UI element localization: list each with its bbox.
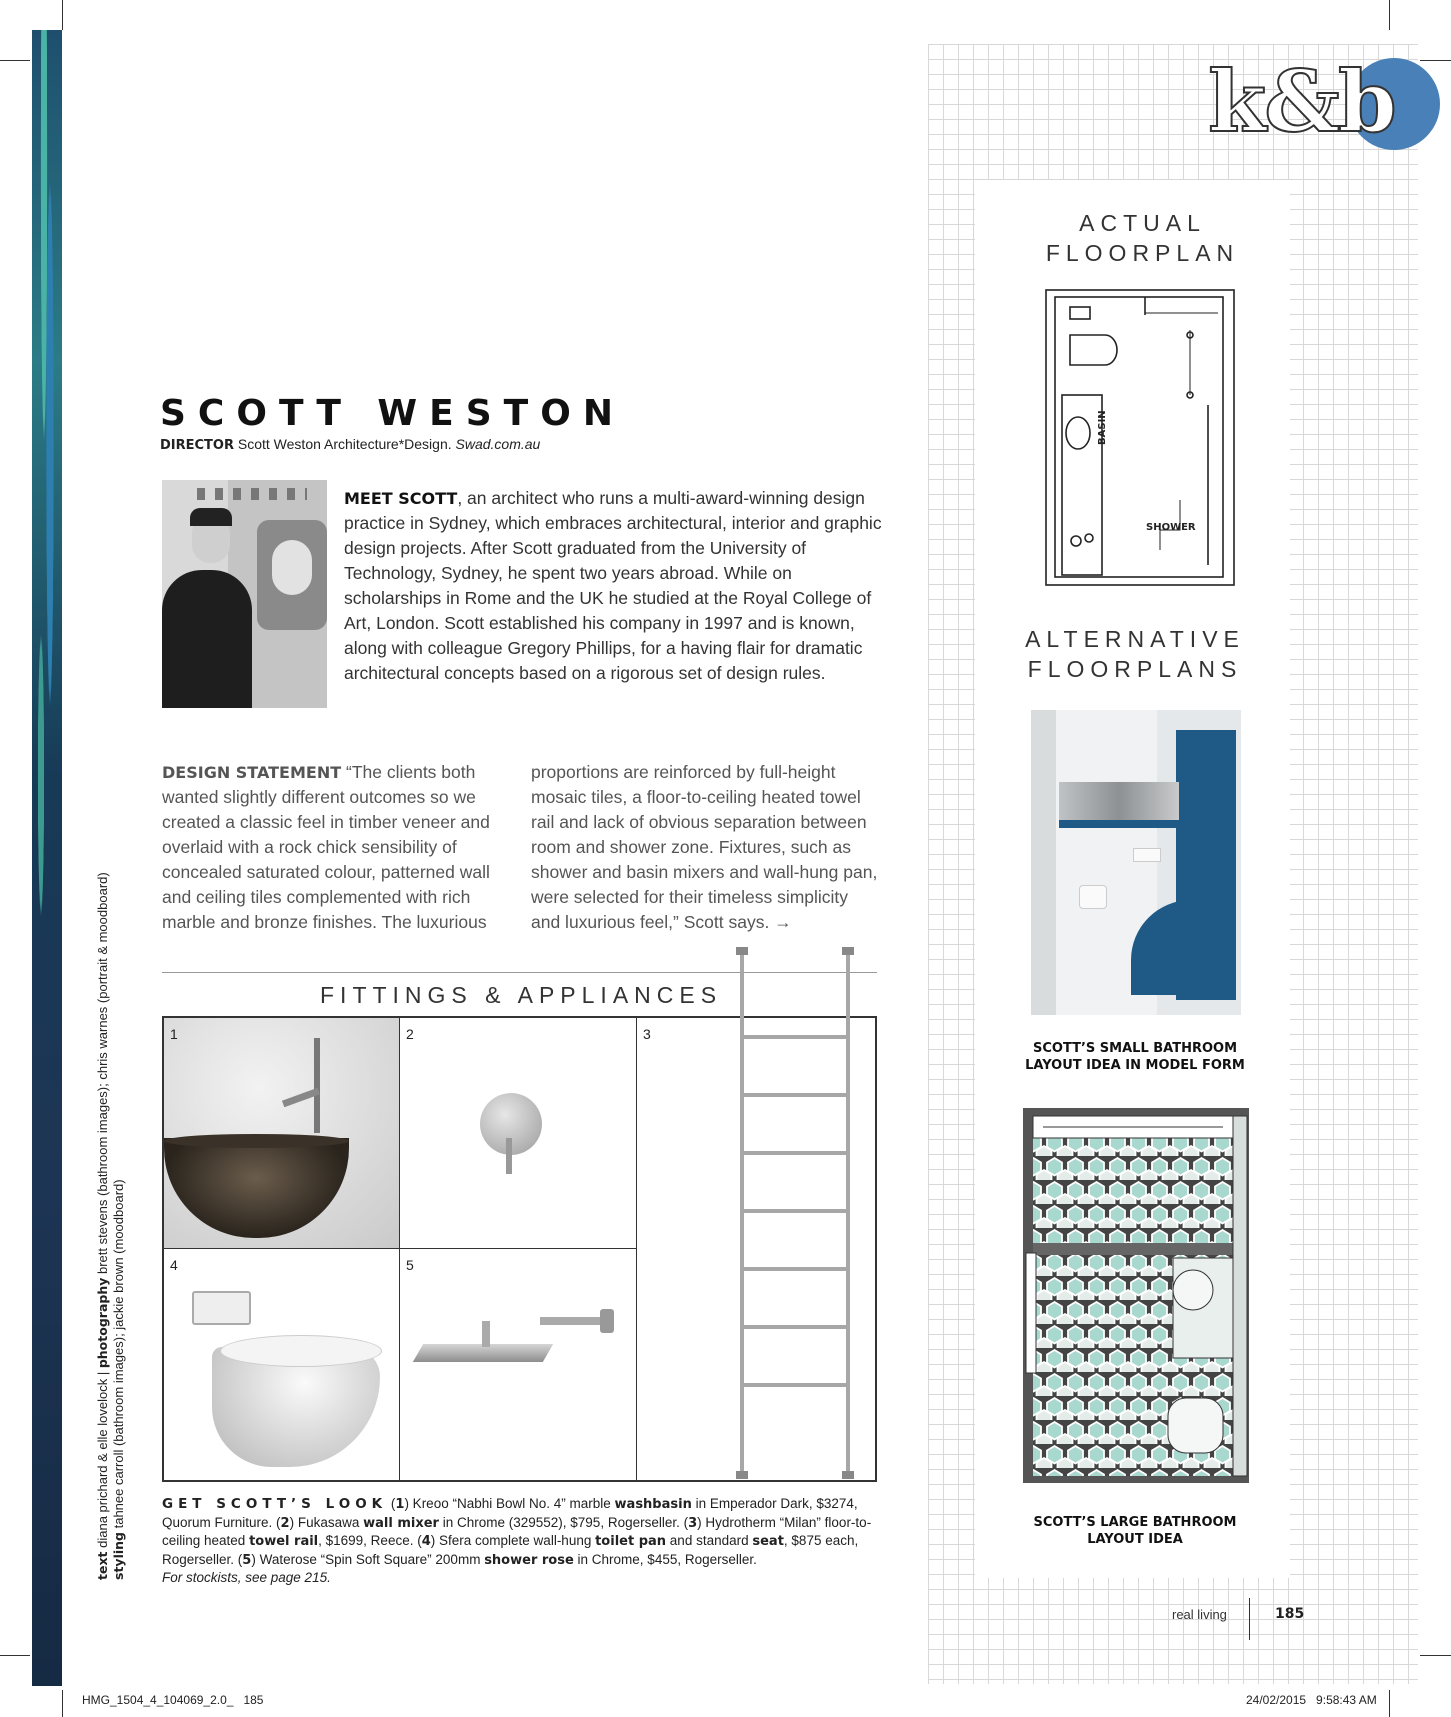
large-bathroom-caption-line2: LAYOUT IDEA [1087, 1532, 1183, 1547]
credits-styling-value: tahnee carroll (bathroom images); jackie brown (moodboard) [111, 1179, 126, 1533]
crop-mark [1389, 1690, 1390, 1717]
crop-mark [0, 60, 30, 61]
actual-floorplan-line1: ACTUAL [1079, 210, 1206, 236]
get-look-item-number: 3 [688, 1515, 698, 1531]
design-statement-text-2: proportions are reinforced by full-height mosaic tiles, a floor-to-ceiling heated towel rail and lack of obvious separation between room and shower zone. Fixtures, such as shower and basin mixers and wall-hung pan, were selected for their timeless simplicity and luxurious feel,” Scott says. → [531, 762, 878, 932]
product-number: 1 [170, 1026, 178, 1042]
get-look-label: GET SCOTT’S LOOK [162, 1496, 388, 1512]
layout-divider [1033, 1243, 1233, 1255]
get-look-product: toilet pan [595, 1534, 667, 1550]
get-look-item-number: 2 [280, 1515, 290, 1531]
small-bathroom-model-photo [1031, 710, 1241, 1015]
print-timestamp: 24/02/2015 9:58:43 AM [1246, 1693, 1377, 1707]
get-look-text: in Chrome (329552), $795, Rogerseller. ( [438, 1514, 689, 1530]
get-look-product: washbasin [614, 1497, 692, 1512]
get-scotts-look: GET SCOTT’S LOOK (1) Kreoo “Nabhi Bowl No. 4” marble washbasin in Emperador Dark, $3274, Quorum Furniture. (2) Fukasawa wall mixer in Chrome (329552), $795, Rogerseller. (3) Hydrotherm “Milan” floor-to-ceiling heated towel rail, $1699, Reece. (4) Sfera complete wall-hung toilet pan and standard seat, $875 each, Rogerseller. (5) Waterose “Spin Soft Square” 200mm shower rose in Chrome, $455, Rogerseller. For stockists, see page 215. [162, 1496, 872, 1586]
product-cell-toilet-pan [163, 1248, 400, 1481]
layout-toilet [1168, 1398, 1223, 1453]
small-bathroom-caption-line2: LAYOUT IDEA IN MODEL FORM [1025, 1058, 1245, 1073]
crop-mark [62, 0, 63, 30]
crop-mark [0, 1655, 30, 1656]
page-title: SCOTT WESTON [160, 393, 625, 434]
get-look-product: wall mixer [363, 1515, 439, 1531]
product-number: 3 [643, 1026, 651, 1042]
floorplan-fixture [1070, 307, 1090, 319]
crop-mark [1420, 60, 1451, 61]
get-look-item-number: 5 [242, 1552, 252, 1568]
fittings-title: FITTINGS & APPLIANCES [320, 982, 723, 1008]
intro-lead: MEET SCOTT [344, 489, 458, 508]
get-look-item-number: 1 [395, 1497, 405, 1512]
get-look-text: and standard [666, 1533, 753, 1549]
product-cell-washbasin [163, 1017, 400, 1249]
towel-rail-cap [842, 947, 854, 955]
get-look-text: , $1699, Reece. ( [318, 1533, 422, 1549]
credits-text-label: text [95, 1551, 110, 1580]
stockists-note: For stockists, see page 215. [162, 1570, 331, 1586]
get-look-text: , $875 each, Rogerseller. ( [162, 1533, 859, 1567]
intro-text: , an architect who runs a multi-award-winning design practice in Sydney, which embraces architectural, interior and graphic design projects. After Scott graduated from the University of Technology, Sydney, he spent two years abroad. While on scholarships in Rome and the UK he studied at the Royal College of Art, London. Scott established his company in 1997 and is known, along with colleague Gregory Phillips, for a having flair for dramatic architectural concepts based on a rigorous set of design rules. [344, 488, 882, 683]
layout-side-wall [1233, 1116, 1247, 1476]
design-statement-label: DESIGN STATEMENT [162, 763, 342, 782]
crop-mark [1420, 1655, 1451, 1656]
get-look-item-number: 4 [421, 1534, 431, 1550]
credits-line-2 [111, 872, 127, 1580]
towel-rail-cap [736, 1471, 748, 1479]
leaf-photo-strip [32, 30, 62, 1686]
role-label: DIRECTOR [160, 438, 234, 453]
layout-basin [1173, 1270, 1213, 1310]
magazine-name: real living [1172, 1607, 1227, 1622]
alternative-floorplans-line1: ALTERNATIVE [1025, 626, 1245, 652]
get-look-text: ) Kreoo “Nabhi Bowl No. 4” marble [404, 1496, 615, 1511]
get-look-text: in Chrome, $455, Rogerseller. [573, 1551, 757, 1567]
large-bathroom-layout-drawing [1023, 1108, 1249, 1483]
large-bathroom-caption-line1: SCOTT’S LARGE BATHROOM [1033, 1515, 1237, 1530]
actual-floorplan-title [1000, 208, 1285, 268]
company-name: Scott Weston Architecture*Design. [237, 436, 452, 452]
company-website: Swad.com.au [455, 436, 541, 452]
design-statement-col1 [162, 760, 507, 935]
credits-text-value: diana prichard & elle lovelock [95, 1378, 110, 1552]
small-bathroom-caption [1000, 1040, 1270, 1074]
get-look-text: ) Hydrotherm “Milan” floor-to-ceiling heated [162, 1514, 872, 1549]
design-statement-col2 [531, 760, 881, 935]
page-number: 185 [1275, 1606, 1305, 1622]
floorplan-basin [1066, 417, 1090, 449]
photo-credits [95, 872, 127, 1580]
floorplan-basin-label: BASIN [1097, 410, 1108, 445]
actual-floorplan-line2: FLOORPLAN [1045, 240, 1240, 266]
credits-photo-label: photography [95, 1277, 110, 1369]
get-look-text: ) Sfera complete wall-hung [430, 1533, 596, 1549]
product-number: 4 [170, 1257, 178, 1273]
get-look-text: ) Waterose “Spin Soft Square” 200mm [251, 1551, 485, 1567]
product-number: 2 [406, 1026, 414, 1042]
get-look-text: ) Fukasawa [289, 1514, 364, 1530]
product-number: 5 [406, 1257, 414, 1273]
floorplan-toilet [1070, 335, 1117, 365]
print-slug: HMG_1504_4_104069_2.0_ 185 [82, 1693, 264, 1707]
kb-logo: k&b [1208, 52, 1395, 151]
large-bathroom-caption [1000, 1514, 1270, 1548]
floorplan-inner-wall [1055, 297, 1223, 577]
credits-line-1 [95, 872, 111, 1580]
footer-divider [1249, 1598, 1250, 1640]
credits-styling-label: styling [111, 1532, 126, 1580]
layout-window [1026, 1253, 1036, 1373]
portrait-photo [162, 480, 327, 708]
crop-mark [62, 1690, 63, 1717]
towel-rail-cap [842, 1471, 854, 1479]
alternative-floorplans-line2: FLOORPLANS [1027, 656, 1243, 682]
crop-mark [1389, 0, 1390, 30]
get-look-product: shower rose [484, 1552, 574, 1568]
towel-rail-cap [736, 947, 748, 955]
towel-rail-image [730, 945, 860, 1480]
product-cell-shower-rose [399, 1248, 637, 1481]
credits-photo-value: brett stevens (bathroom images); chris warnes (portrait & moodboard) [95, 872, 110, 1278]
floorplan-drain [1071, 536, 1081, 546]
design-statement-text-1: “The clients both wanted slightly different outcomes so we created a classic feel in timber veneer and overlaid with a rock chick sensibility of concealed saturated colour, patterned wall and ceiling tiles complemented with rich marble and bronze finishes. The luxurious [162, 762, 490, 932]
credits-separator: | [95, 1368, 110, 1379]
get-look-text: in Emperador Dark, $3274, Quorum Furniture. ( [162, 1496, 858, 1530]
alternative-floorplans-title [990, 624, 1280, 684]
actual-floorplan-drawing [1040, 285, 1240, 590]
floorplan-vanity [1062, 395, 1102, 575]
intro-paragraph [344, 486, 884, 686]
product-cell-wall-mixer [399, 1017, 637, 1249]
small-bathroom-caption-line1: SCOTT’S SMALL BATHROOM [1032, 1041, 1238, 1056]
floorplan-shower-label: SHOWER [1146, 522, 1196, 533]
get-look-product: towel rail [249, 1534, 319, 1550]
role-line [160, 436, 540, 453]
get-look-product: seat [752, 1534, 784, 1550]
floorplan-drain [1085, 534, 1093, 542]
